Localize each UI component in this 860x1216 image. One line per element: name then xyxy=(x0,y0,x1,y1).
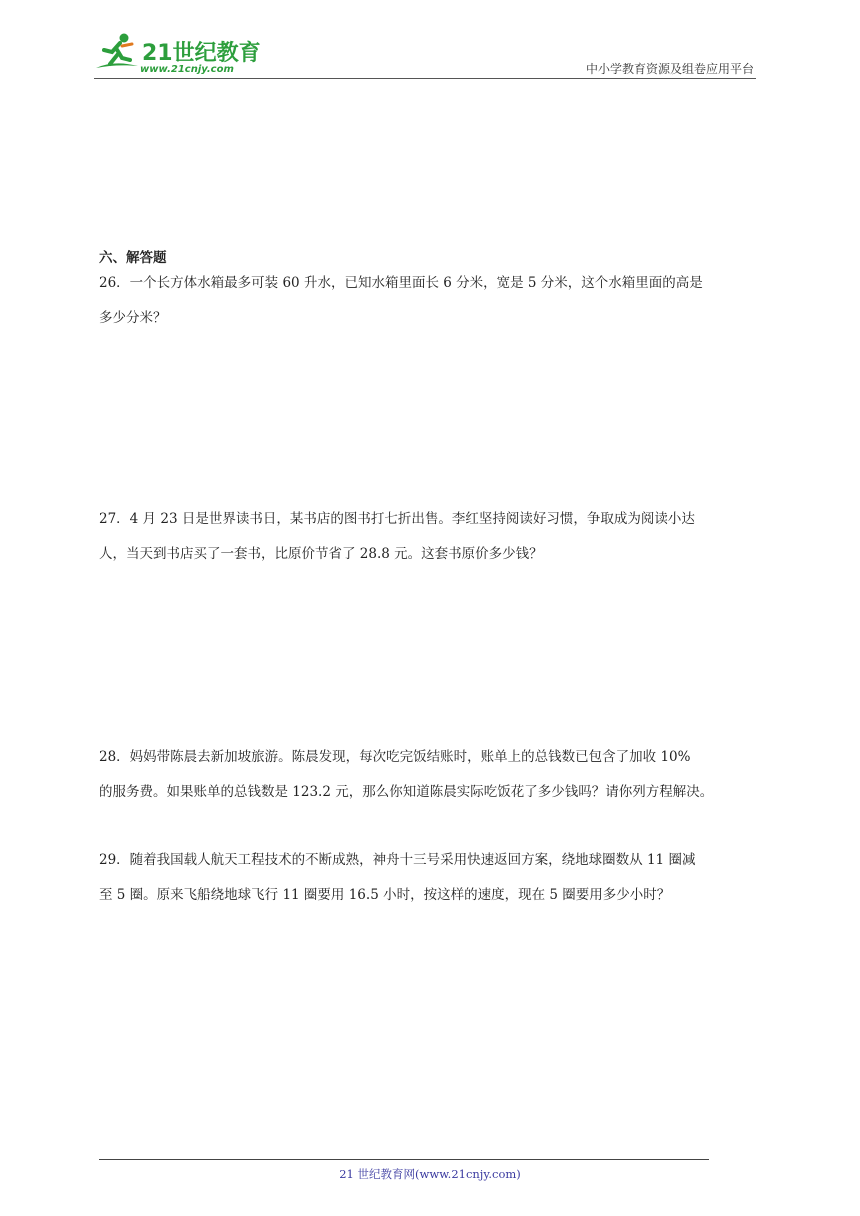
question-line: 27．4 月 23 日是世界读书日，某书店的图书打七折出售。李红坚持阅读好习惯，争取成为阅读小达 xyxy=(99,511,695,527)
question-27 xyxy=(99,502,763,572)
platform-name: 中小学教育资源及组卷应用平台 xyxy=(585,62,754,76)
site-logo xyxy=(92,30,262,78)
question-line: 的服务费。如果账单的总钱数是 123.2 元，那么你知道陈晨实际吃饭花了多少钱吗？请你列方程解决。 xyxy=(99,784,714,800)
logo-url-text: www.21cnjy.com xyxy=(140,64,234,75)
question-28 xyxy=(99,740,763,810)
runner-logo-icon xyxy=(92,30,144,78)
question-line: 至 5 圈。原来飞船绕地球飞行 11 圈要用 16.5 小时，按这样的速度，现在 5 圈要用多少小时？ xyxy=(99,887,671,903)
question-26 xyxy=(99,266,763,336)
header-divider xyxy=(94,78,756,79)
question-line: 29．随着我国载人航天工程技术的不断成熟，神舟十三号采用快速返回方案，绕地球圈数从 11 圈减 xyxy=(99,852,696,868)
logo-brand-text: 21世纪教育 xyxy=(142,41,261,66)
question-line: 26．一个长方体水箱最多可装 60 升水，已知水箱里面长 6 分米，宽是 5 分米，这个水箱里面的高是 xyxy=(99,275,703,291)
footer-divider xyxy=(99,1159,709,1160)
question-29 xyxy=(99,843,763,913)
question-line: 28．妈妈带陈晨去新加坡旅游。陈晨发现，每次吃完饭结账时，账单上的总钱数已包含了加收 10% xyxy=(99,749,691,765)
question-line: 人，当天到书店买了一套书，比原价节省了 28.8 元。这套书原价多少钱？ xyxy=(99,546,543,562)
footer-text: 21 世纪教育网(www.21cnjy.com) xyxy=(339,1167,521,1181)
section-title: 六、解答题 xyxy=(99,250,167,266)
question-line: 多少分米？ xyxy=(99,310,167,326)
